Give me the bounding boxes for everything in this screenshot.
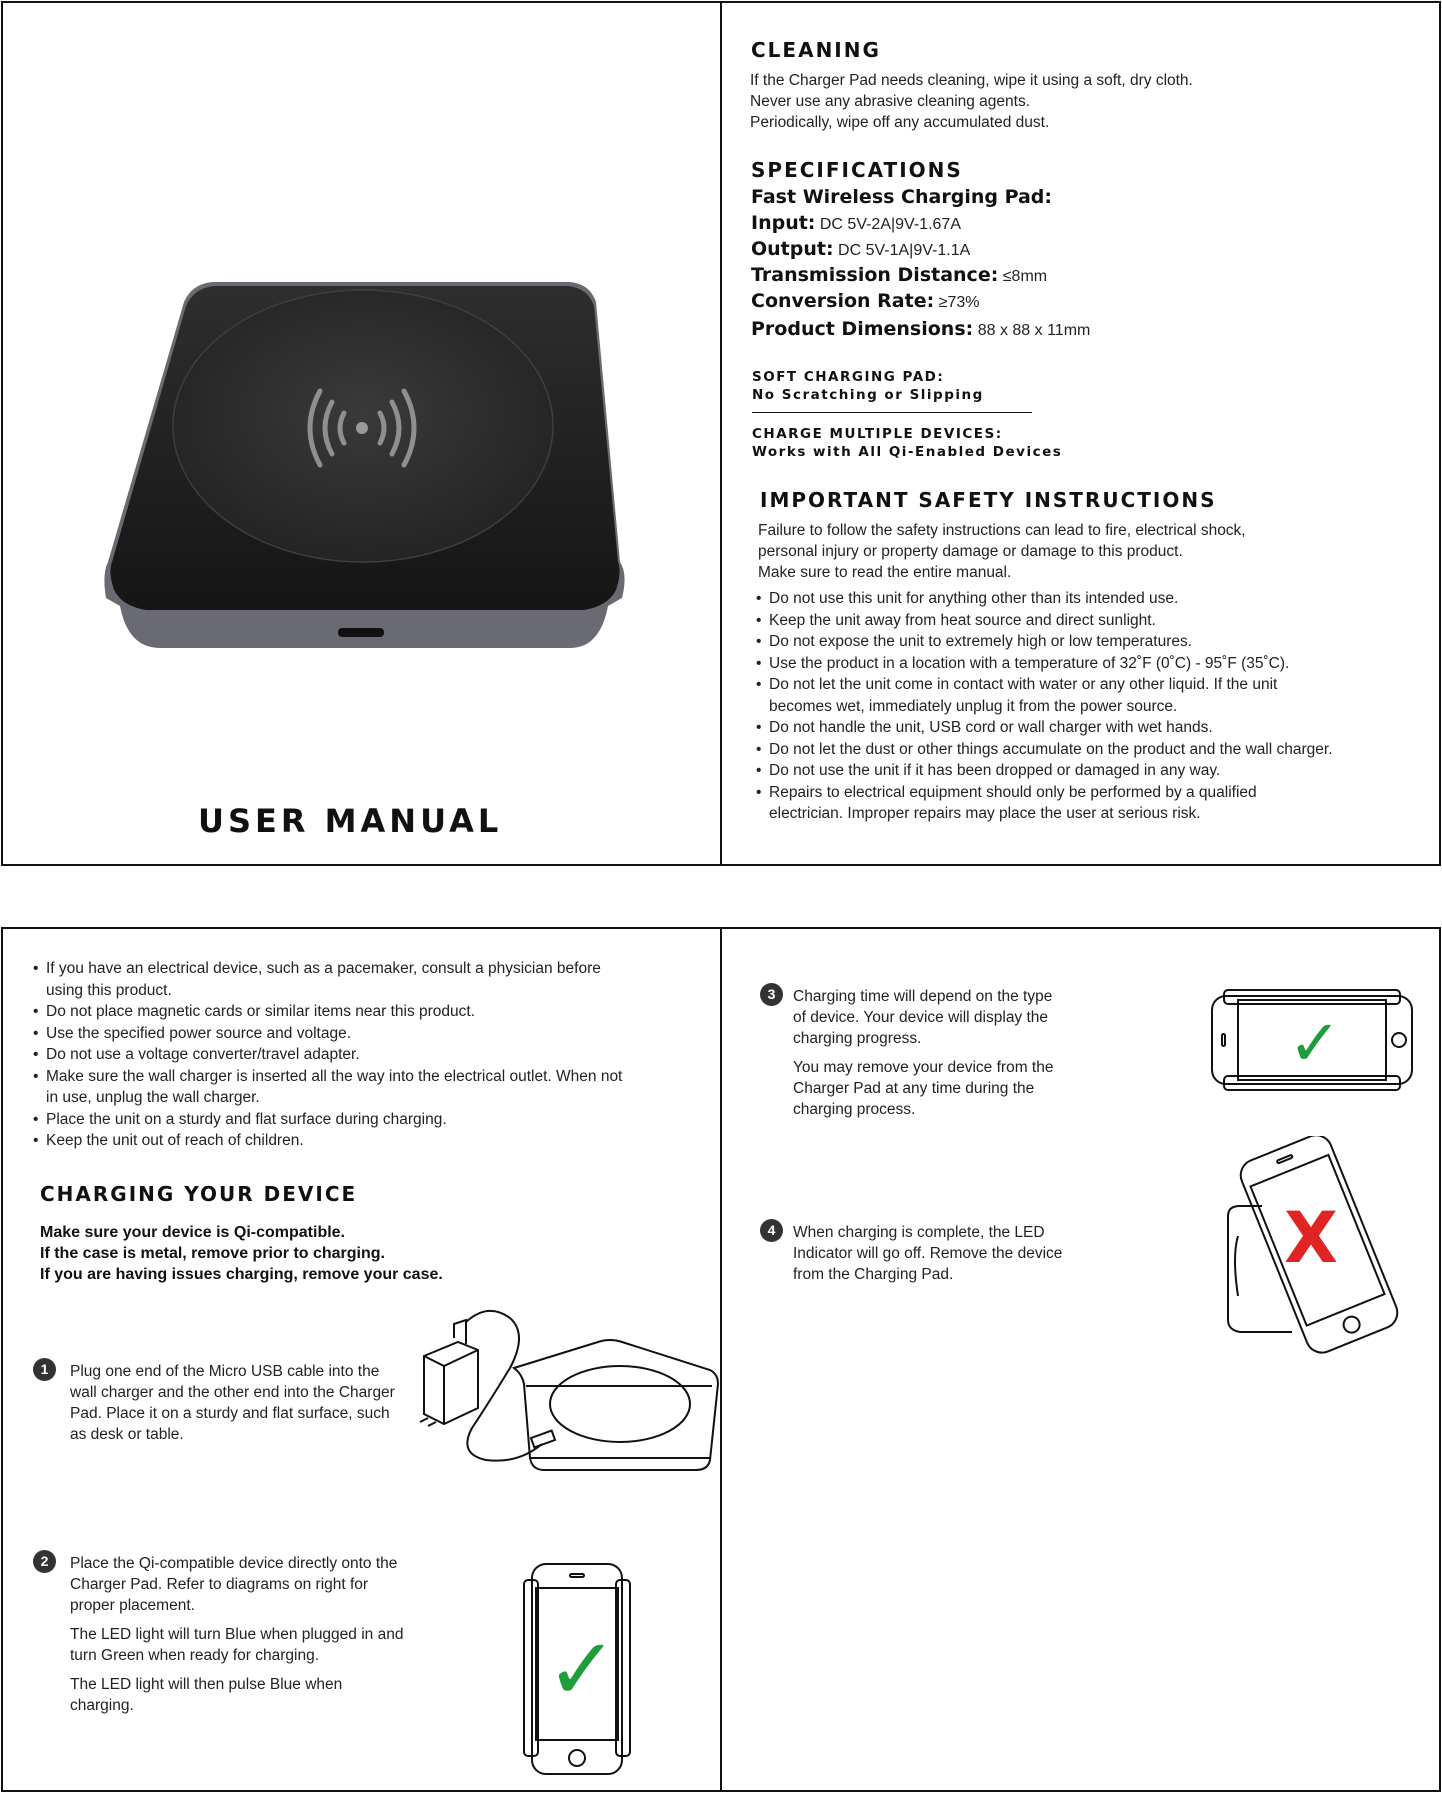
spec-row <box>751 264 1090 290</box>
step-paragraph: You may remove your device from the Charger Pad at any time during the charging process. <box>793 1059 1054 1118</box>
cleaning-line: Periodically, wipe off any accumulated dust. <box>750 114 1050 131</box>
safety-bullet: • Do not place magnetic cards or similar items near this product. <box>33 1001 633 1023</box>
spec-value: DC 5V-2A|9V-1.67A <box>819 216 961 233</box>
step-paragraph: The LED light will then pulse Blue when charging. <box>70 1676 343 1714</box>
step-paragraph: Place the Qi-compatible device directly onto the Charger Pad. Refer to diagrams on right for proper placement. <box>70 1555 398 1614</box>
safety-bullet: • Place the unit on a sturdy and flat surface during charging. <box>33 1109 633 1131</box>
spec-label: Input: <box>751 212 816 234</box>
safety-bullet: • Do not handle the unit, USB cord or wall charger with wet hands. <box>756 717 1416 739</box>
feature-callouts <box>752 368 1062 461</box>
charging-heading: CHARGING YOUR DEVICE <box>40 1182 358 1206</box>
step-3-text <box>793 986 1068 1128</box>
spec-label: Product Dimensions: <box>751 318 974 340</box>
charging-note: If the case is metal, remove prior to charging. <box>40 1245 385 1262</box>
spec-label: Transmission Distance: <box>751 264 999 286</box>
safety-bullet: • Do not use the unit if it has been dropped or damaged in any way. <box>756 760 1416 782</box>
feature-multi-title: CHARGE MULTIPLE DEVICES: <box>752 426 1003 442</box>
step-4-text <box>793 1222 1093 1293</box>
safety-bullet: • Do not use a voltage converter/travel adapter. <box>33 1044 633 1066</box>
cover-title: USER MANUAL <box>198 802 503 840</box>
top-panel-divider <box>720 1 722 866</box>
safety-bullet: • Do not use this unit for anything other than its intended use. <box>756 588 1416 610</box>
cleaning-text <box>750 70 1193 133</box>
step-2-badge: 2 <box>33 1550 56 1573</box>
cleaning-line: If the Charger Pad needs cleaning, wipe it using a soft, dry cloth. <box>750 72 1193 89</box>
step-paragraph: The LED light will turn Blue when plugged in and turn Green when ready for charging. <box>70 1626 404 1664</box>
safety-bullet: • Keep the unit out of reach of children. <box>33 1130 633 1152</box>
spec-row <box>751 290 1090 318</box>
safety-bullet: • Do not expose the unit to extremely high or low temperatures. <box>756 631 1416 653</box>
safety-bullet: • Make sure the wall charger is inserted all the way into the electrical outlet. When not in use, unplug the wall charger. <box>33 1066 631 1109</box>
charging-pad-image <box>100 276 630 656</box>
feature-soft-title: SOFT CHARGING PAD: <box>752 369 945 385</box>
feature-soft-subtitle: No Scratching or Slipping <box>752 387 984 403</box>
safety-bullet: • Do not let the dust or other things accumulate on the product and the wall charger. <box>756 739 1416 761</box>
safety-bullet: • If you have an electrical device, such as a pacemaker, consult a physician before using this product. <box>33 958 631 1001</box>
safety-bullet: • Repairs to electrical equipment should only be performed by a qualified electrician. Improper repairs may place the user at serious risk. <box>756 782 1329 825</box>
spec-value: 88 x 88 x 11mm <box>977 322 1091 339</box>
charging-notes <box>40 1222 443 1285</box>
charging-note: If you are having issues charging, remove your case. <box>40 1266 443 1283</box>
spec-value: ≤8mm <box>1002 268 1048 285</box>
correct-checkmark: ✓ <box>1288 1007 1342 1081</box>
spec-row <box>751 212 1090 238</box>
cleaning-line: Never use any abrasive cleaning agents. <box>750 93 1031 110</box>
safety-intro <box>758 520 1246 583</box>
safety-bullet: • Do not let the unit come in contact with water or any other liquid. If the unit becomes wet, immediately unplug it from the power source. <box>756 674 1329 717</box>
step-2-text <box>70 1553 410 1724</box>
safety-bullet: • Use the product in a location with a temperature of 32˚F (0˚C) - 95˚F (35˚C). <box>756 653 1416 675</box>
safety-intro-line: Make sure to read the entire manual. <box>758 564 1012 581</box>
spec-value: DC 5V-1A|9V-1.1A <box>838 242 971 259</box>
correct-checkmark: ✓ <box>546 1620 619 1720</box>
step-paragraph: Charging time will depend on the type of device. Your device will display the charging progress. <box>793 988 1053 1047</box>
safety-bullet: • Use the specified power source and voltage. <box>33 1023 633 1045</box>
step-3-badge: 3 <box>760 983 783 1006</box>
wrong-cross-mark: X <box>1284 1197 1338 1279</box>
safety-heading: IMPORTANT SAFETY INSTRUCTIONS <box>760 488 1217 512</box>
feature-divider <box>752 412 1032 413</box>
step-1-badge: 1 <box>33 1358 56 1381</box>
spec-row <box>751 318 1090 344</box>
specifications-list <box>751 186 1090 344</box>
spec-row <box>751 238 1090 264</box>
safety-bullet-list-continued <box>33 958 633 1152</box>
spec-label: Conversion Rate: <box>751 290 935 312</box>
charger-and-cable-illustration <box>418 1308 723 1473</box>
feature-multi-subtitle: Works with All Qi-Enabled Devices <box>752 444 1063 460</box>
spec-value: ≥73% <box>938 294 980 311</box>
safety-intro-line: Failure to follow the safety instructions can lead to fire, electrical shock, <box>758 522 1246 539</box>
spec-label: Output: <box>751 238 834 260</box>
safety-bullet-list <box>756 588 1416 825</box>
spec-product: Fast Wireless Charging Pad: <box>751 186 1053 208</box>
safety-intro-line: personal injury or property damage or damage to this product. <box>758 543 1183 560</box>
cleaning-heading: CLEANING <box>751 38 881 62</box>
charging-note: Make sure your device is Qi-compatible. <box>40 1224 345 1241</box>
step-paragraph: When charging is complete, the LED Indicator will go off. Remove the device from the Charging Pad. <box>793 1224 1063 1283</box>
step-paragraph: Plug one end of the Micro USB cable into the wall charger and the other end into the Charger Pad. Place it on a sturdy and flat surface, such as desk or table. <box>70 1363 395 1443</box>
specifications-heading: SPECIFICATIONS <box>751 158 963 182</box>
safety-bullet: • Keep the unit away from heat source and direct sunlight. <box>756 610 1416 632</box>
step-4-badge: 4 <box>760 1219 783 1242</box>
step-1-text <box>70 1361 400 1453</box>
